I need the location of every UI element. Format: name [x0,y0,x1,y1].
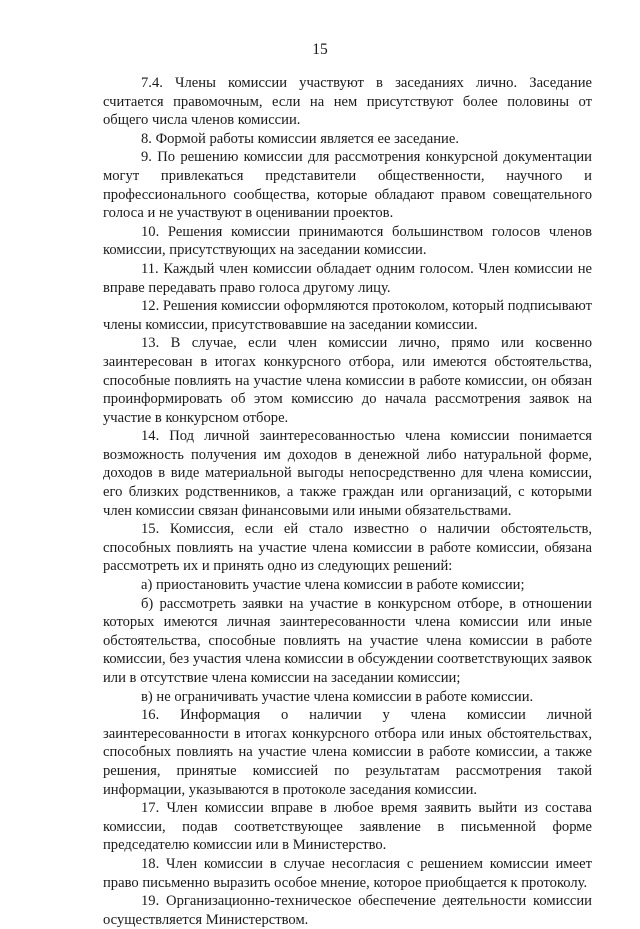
paragraph-15-b: б) рассмотреть заявки на участие в конкурсном отборе, в отношении которых имеются личная заинтересованности члена комиссии или иные обстоятельства, способные повлиять на участие члена комиссии в работе комиссии, без участия члена комиссии в обсуждении соответствующих заявок или в отсутствие члена комиссии на заседании комиссии; [103,595,592,686]
paragraph-16: 16. Информация о наличии у члена комиссии личной заинтересованности в итогах конкурсного отбора или иных обстоятельствах, способных повлиять на участие члена комиссии в работе комиссии, а также решения, принятые комиссией по результатам рассмотрения такой информации, указываются в протоколе заседания комиссии. [103,707,592,798]
paragraph-19: 19. Организационно-техническое обеспечение деятельности комиссии осуществляется Министерством. [103,893,592,928]
paragraph-11: 11. Каждый член комиссии обладает одним голосом. Член комиссии не вправе передавать право голоса другому лицу. [103,260,592,296]
paragraph-18: 18. Член комиссии в случае несогласия с решением комиссии имеет право письменно выразить особое мнение, которое приобщается к протоколу. [103,855,592,891]
paragraph-8: 8. Формой работы комиссии является ее заседание. [141,130,459,147]
paragraph-13: 13. В случае, если член комиссии лично, прямо или косвенно заинтересован в итогах конкурсного отбора, или имеются обстоятельства, способные повлиять на участие члена комиссии в работе комиссии, он обязан проинформировать об этом комиссию до начала рассмотрения заявок на участие в конкурсном отборе. [103,335,592,426]
document-body [103,74,592,929]
paragraph-9: 9. По решению комиссии для рассмотрения конкурсной документации могут привлекаться представители общественности, научного и профессионального сообщества, которые обладают правом совещательного голоса и не участвуют в оценивании проектов. [103,149,592,222]
paragraph-7-4: 7.4. Члены комиссии участвуют в заседаниях лично. Заседание считается правомочным, если на нем присутствуют более половины от общего числа членов комиссии. [103,75,592,129]
paragraph-15: 15. Комиссия, если ей стало известно о наличии обстоятельств, способных повлиять на участие члена комиссии в работе комиссии, обязана рассмотреть их и принять одно из следующих решений: [103,521,592,575]
paragraph-14: 14. Под личной заинтересованностью члена комиссии понимается возможность получения им доходов в денежной либо натуральной форме, доходов в виде материальной выгоды непосредственно для члена комиссии, его близких родственников, а также граждан или организаций, с которыми член комиссии связан финансовыми или иными обязательствами. [103,428,592,519]
paragraph-15-a: а) приостановить участие члена комиссии в работе комиссии; [141,577,525,594]
paragraph-12: 12. Решения комиссии оформляются протоколом, который подписывают члены комиссии, присутствовавшие на заседании комиссии. [103,298,592,333]
paragraph-17: 17. Член комиссии вправе в любое время заявить выйти из состава комиссии, подав соответствующее заявление в письменной форме председателю комиссии или в Министерство. [103,800,592,854]
page-number: 15 [312,41,328,58]
paragraph-15-v: в) не ограничивать участие члена комиссии в работе комиссии. [141,688,534,705]
paragraph-10: 10. Решения комиссии принимаются большинством голосов членов комиссии, присутствующих на заседании комиссии. [103,223,592,259]
